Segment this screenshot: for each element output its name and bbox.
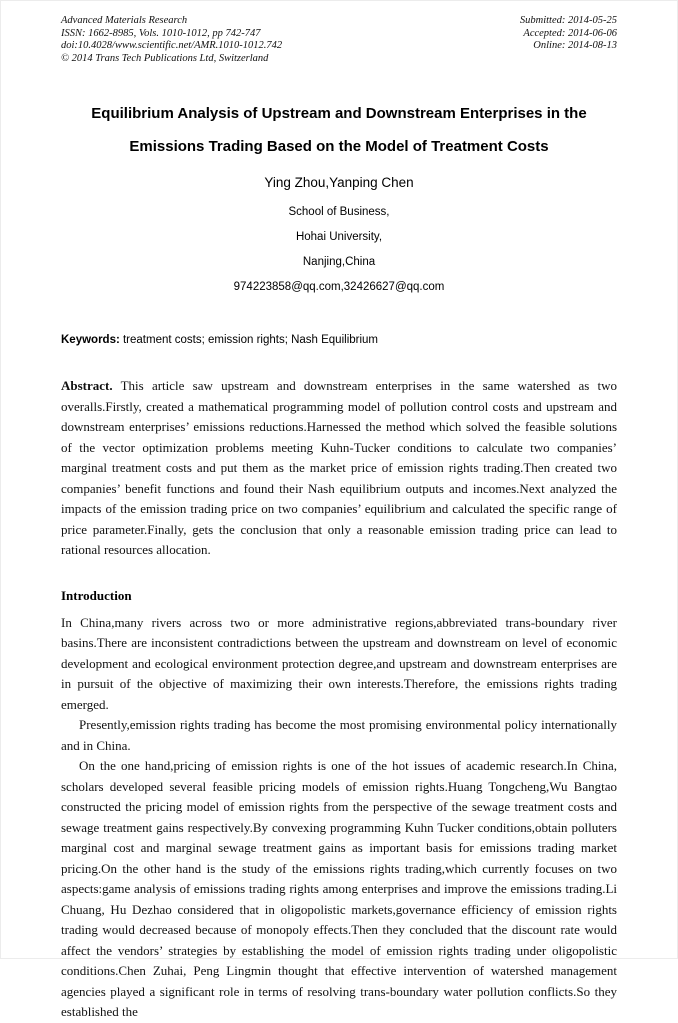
email-line: 974223858@qq.com,32426627@qq.com [233,281,445,293]
keywords-text: treatment costs; emission rights; Nash Equilibrium [119,334,379,346]
authors: Ying Zhou,Yanping Chen [264,175,414,190]
online-date: Online: 2014-08-13 [533,40,617,51]
issn-line: ISSN: 1662-8985, Vols. 1010-1012, pp 742-747 [61,27,261,39]
submitted-date: Submitted: 2014-05-25 [519,15,617,26]
intro-paragraph-2: Presently,emission rights trading has become the most promising environmental policy internationally and in China. [61,717,617,753]
journal-name: Advanced Materials Research [61,15,188,26]
abstract [61,376,617,561]
affiliation-line-2: Hohai University, [295,231,383,243]
paper-title-line-2: Emissions Trading Based on the Model of Treatment Costs [129,138,549,155]
abstract-label: Abstract. [61,378,113,393]
paper-title [61,97,617,163]
doi-line: doi:10.4028/www.scientific.net/AMR.1010-1012.742 [61,40,283,51]
affiliation-block [61,200,617,300]
submission-dates [520,15,617,53]
intro-paragraph-3: On the one hand,pricing of emission rights is one of the hot issues of academic research.In China, scholars developed several feasible pricing models of emission rights.Huang Tongcheng,Wu Bangtao constructed the pricing model of emission rights from the perspective of the sewage treatment costs and sewage treatment gains respectively.By convexing programming Kuhn Tucker conditions,obtain polluters marginal cost and marginal sewage treatment gains as important basis for emissions trading market pricing.On the other hand is the study of the emissions rights trading,which currently focuses on two aspects:game analysis of emissions trading rights among enterprises and improve the emissions trading.Li Chuang, Hu Dezhao considered that in oligopolistic markets,governance efficiency of emission rights trading would decreased because of monopoly effects.Then they concluded that the discount rate would affect the vendors’ strategies by establishing the model of emission rights trading under oligopolistic conditions.Chen Zuhai, Peng Lingmin thought that effective intervention of watershed management agencies played a significant role in terms of resolving trans-boundary water pollution conflicts.So they established the [61,758,617,1019]
affiliation-line-3: Nanjing,China [302,256,376,268]
copyright-line: © 2014 Trans Tech Publications Ltd, Switzerland [61,52,269,64]
journal-info [61,15,282,65]
accepted-date: Accepted: 2014-06-06 [523,27,617,39]
keywords-line [61,334,617,346]
affiliation-line-1: School of Business, [288,206,390,218]
keywords-label: Keywords: [61,334,120,346]
abstract-text: This article saw upstream and downstream enterprises in the same watershed as two overalls.Firstly, created a mathematical programming model of pollution control costs and upstream and downstream enterprises’ emissions reductions.Harnessed the method which solved the feasible solutions of the vector optimization problems meeting Kuhn-Tucker conditions to calculate two companies’ marginal treatment costs and put them as the market price of emission rights trading.Then created two companies’ benefit functions and found their Nash equilibrium outputs and incomes.Next analyzed the impacts of the emission trading price on two companies’ equilibrium and calculated the specific range of price parameter.Finally, gets the conclusion that only a reasonable emission trading price can lead to rational resources allocation. [61,378,617,557]
intro-paragraph-1: In China,many rivers across two or more administrative regions,abbreviated trans-boundary river basins.There are inconsistent contradictions between the upstream and downstream on level of economic development and ecological environment protection degree,and upstream and downstream enterprises are in pursuit of the objective of maximizing their own interests.Therefore, the emissions rights trading emerged. [61,614,617,712]
page-header [61,15,617,65]
section-heading-introduction: Introduction [61,587,132,603]
paper-title-line-1: Equilibrium Analysis of Upstream and Downstream Enterprises in the [91,105,587,122]
